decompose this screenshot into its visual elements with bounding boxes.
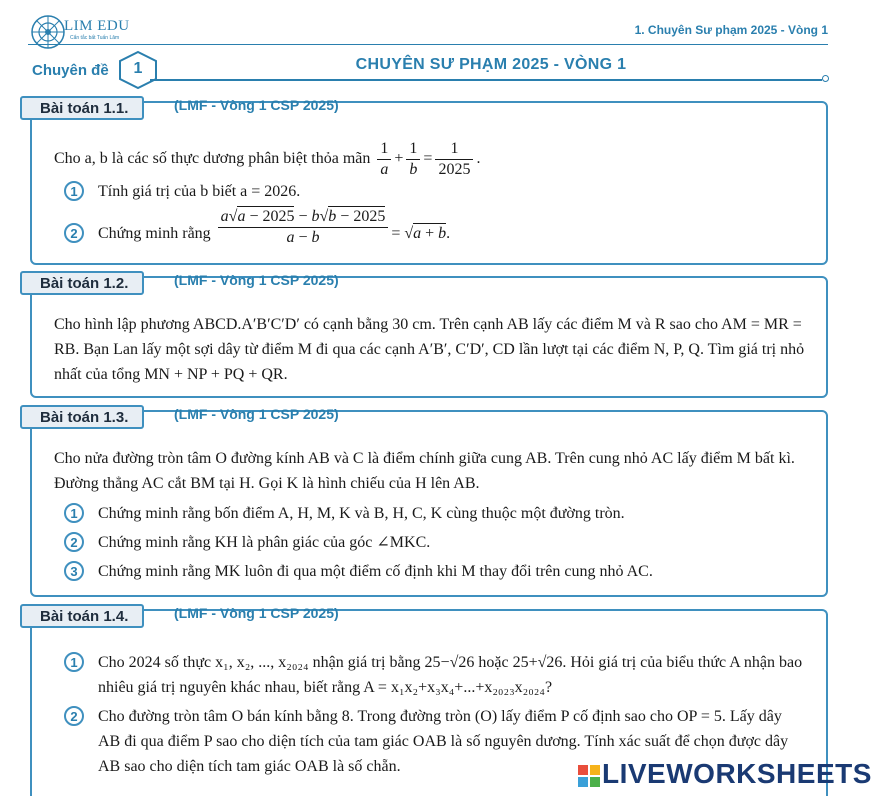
fraction-1-over-b: $\frac{1}{b}$ (406, 139, 420, 180)
problem-source: (LMF - Vòng 1 CSP 2025) (174, 272, 339, 288)
item-number-badge: 2 (64, 532, 84, 552)
brand-name: LIM EDU (64, 18, 130, 34)
problem-source: (LMF - Vòng 1 CSP 2025) (174, 406, 339, 422)
problem-box-1-2 (30, 272, 828, 398)
item-text: Chứng minh rằng bốn điểm A, H, M, K và B, H, C, K cùng thuộc một đường tròn. (98, 505, 625, 522)
problem-tag: Bài toán 1.2. (20, 271, 144, 295)
item-text: Cho 2024 số thực x₁, x₂, ..., x₂₀₂₄ nhận giá trị bằng 25−√26 hoặc 25+√26. Hỏi giá trị của biểu thức A nhận bao nhiêu giá trị nguyên khác nhau, biết rằng A = x₁x₂+x₃x₄+...+x₂₀₂₃x₂₀₂₄? (98, 654, 803, 696)
chapter-number: 1 (133, 60, 143, 77)
problem-source: (LMF - Vòng 1 CSP 2025) (174, 97, 339, 113)
problem-tag: Bài toán 1.1. (20, 96, 144, 120)
brand-tagline: Cẩn tắc bất Tuấn Lâm (70, 35, 120, 41)
item-text: Cho đường tròn tâm O bán kính bằng 8. Trong đường tròn (O) lấy điểm P cố định sao cho OP = 5. Lấy dây AB đi qua điểm P sao cho diện tích của tam giác OAB là số nguyên dương. Tính xác suất để chọn được dây AB sao cho diện tích tam giác OAB là số chẵn. (98, 708, 789, 775)
problem-text: Cho nửa đường tròn tâm O đường kính AB và C là điểm chính giữa cung AB. Trên cung nhỏ AC lấy điểm M bất kì. Đường thẳng AC cắt BM tại H. Gọi K là hình chiếu của H lên AB. (54, 450, 795, 492)
chapter-rule-end-dot (822, 75, 829, 82)
problem-tag: Bài toán 1.4. (20, 604, 144, 628)
fraction-1-over-2025: $\frac{1}{2025}$ (435, 139, 473, 180)
problem-box-1-1 (30, 97, 828, 265)
item-number-badge: 2 (64, 223, 84, 243)
item-number-badge: 3 (64, 561, 84, 581)
item-number-badge: 2 (64, 706, 84, 726)
problem-source: (LMF - Vòng 1 CSP 2025) (174, 605, 339, 621)
problem-tag: Bài toán 1.3. (20, 405, 144, 429)
problem-intro-text: Cho a, b là các số thực dương phân biệt thỏa mãn (54, 150, 371, 168)
fraction-expression: $\frac{a√a - 2025 - b√b - 2025}{a - b}$ (218, 207, 389, 248)
item-text: Chứng minh rằng MK luôn đi qua một điểm cố định khi M thay đổi trên cung nhỏ AC. (98, 563, 653, 580)
item-number-badge: 1 (64, 503, 84, 523)
problem-box-1-3 (30, 406, 828, 597)
item-number-badge: 1 (64, 652, 84, 672)
item-text: Chứng minh rằng KH là phân giác của góc ∠MKC. (98, 534, 431, 551)
fraction-1-over-a: $\frac{1}{a}$ (377, 139, 391, 180)
problem-text: Cho hình lập phương ABCD.A′B′C′D′ có cạnh bằng 30 cm. Trên cạnh AB lấy các điểm M và R sao cho AM = MR = RB. Bạn Lan lấy một sợi dây từ điểm M đi qua các cạnh A′B′, C′D′, CD lần lượt tại các điểm N, P, Q. Tìm giá trị nhỏ nhất của tổng MN + NP + PQ + QR. (54, 316, 805, 383)
item-text: Chứng minh rằng (98, 225, 211, 243)
header-rule (28, 44, 828, 45)
item-text: Tính giá trị của b biết a = 2026. (98, 183, 301, 200)
chapter-rule (150, 79, 822, 81)
lim-edu-logo-icon (28, 12, 68, 52)
running-head: 1. Chuyên Sư phạm 2025 - Vòng 1 (634, 23, 828, 37)
watermark-text: LIVEWORKSHEETS (602, 758, 872, 789)
problem-intro: Cho a, b là các số thực dương phân biệt thỏa mãn $\frac{1}{a}$ + $\frac{1}{b}$ = $\frac{1}{2025}$ . (54, 140, 481, 178)
chapter-label: Chuyên đề (32, 62, 109, 79)
item-text-row: Chứng minh rằng $\frac{a√a - 2025 - b√b - 2025}{a - b}$ = √a + b. (98, 208, 451, 246)
liveworksheets-logo-icon (577, 764, 601, 788)
chapter-title: CHUYÊN SƯ PHẠM 2025 - VÒNG 1 (355, 56, 627, 73)
item-number-badge: 1 (64, 181, 84, 201)
